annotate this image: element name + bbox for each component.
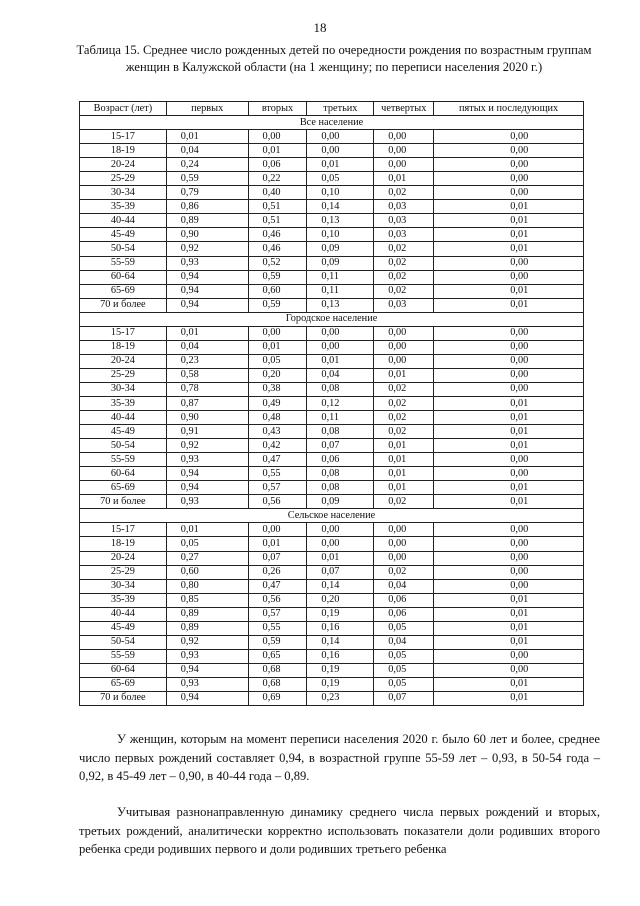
body-paragraph	[79, 803, 600, 859]
value-cell: 0,05	[248, 354, 307, 368]
value-cell: 0,08	[307, 467, 374, 481]
value-cell: 0,04	[374, 579, 434, 593]
value-cell: 0,00	[307, 340, 374, 354]
value-cell: 0,60	[166, 565, 248, 579]
value-cell: 0,05	[166, 537, 248, 551]
value-cell: 0,00	[434, 340, 584, 354]
value-cell: 0,19	[307, 663, 374, 677]
value-cell: 0,93	[166, 495, 248, 509]
section-header-row	[80, 312, 584, 326]
value-cell: 0,00	[434, 649, 584, 663]
value-cell: 0,11	[307, 411, 374, 425]
table-row	[80, 425, 584, 439]
value-cell: 0,01	[434, 298, 584, 312]
table-row	[80, 172, 584, 186]
value-cell: 0,93	[166, 256, 248, 270]
value-cell: 0,02	[374, 411, 434, 425]
value-cell: 0,60	[248, 284, 307, 298]
age-cell: 40-44	[80, 214, 167, 228]
value-cell: 0,00	[374, 523, 434, 537]
age-cell: 18-19	[80, 340, 167, 354]
value-cell: 0,04	[307, 368, 374, 382]
value-cell: 0,46	[248, 242, 307, 256]
value-cell: 0,92	[166, 635, 248, 649]
value-cell: 0,05	[374, 649, 434, 663]
value-cell: 0,13	[307, 214, 374, 228]
table-row	[80, 523, 584, 537]
value-cell: 0,00	[434, 382, 584, 396]
value-cell: 0,47	[248, 579, 307, 593]
table-row	[80, 242, 584, 256]
value-cell: 0,00	[434, 130, 584, 144]
table-header-row	[80, 102, 584, 116]
value-cell: 0,78	[166, 382, 248, 396]
value-cell: 0,56	[248, 593, 307, 607]
age-cell: 65-69	[80, 284, 167, 298]
value-cell: 0,01	[374, 439, 434, 453]
value-cell: 0,06	[374, 607, 434, 621]
value-cell: 0,01	[248, 537, 307, 551]
value-cell: 0,46	[248, 228, 307, 242]
table-row	[80, 396, 584, 410]
value-cell: 0,00	[248, 326, 307, 340]
table-row	[80, 565, 584, 579]
value-cell: 0,56	[248, 495, 307, 509]
table-row	[80, 130, 584, 144]
value-cell: 0,93	[166, 649, 248, 663]
value-cell: 0,90	[166, 228, 248, 242]
table-row	[80, 495, 584, 509]
value-cell: 0,00	[434, 270, 584, 284]
value-cell: 0,00	[374, 326, 434, 340]
value-cell: 0,01	[374, 481, 434, 495]
value-cell: 0,01	[434, 635, 584, 649]
table-row	[80, 411, 584, 425]
value-cell: 0,52	[248, 256, 307, 270]
value-cell: 0,08	[307, 425, 374, 439]
table-row	[80, 607, 584, 621]
value-cell: 0,05	[374, 621, 434, 635]
age-cell: 55-59	[80, 649, 167, 663]
table-row	[80, 284, 584, 298]
value-cell: 0,01	[434, 621, 584, 635]
header-first: первых	[166, 102, 248, 116]
value-cell: 0,85	[166, 593, 248, 607]
value-cell: 0,13	[307, 298, 374, 312]
table-row	[80, 691, 584, 705]
value-cell: 0,01	[434, 481, 584, 495]
table-row	[80, 481, 584, 495]
value-cell: 0,07	[248, 551, 307, 565]
value-cell: 0,94	[166, 284, 248, 298]
value-cell: 0,80	[166, 579, 248, 593]
table-row	[80, 298, 584, 312]
value-cell: 0,04	[374, 635, 434, 649]
table-row	[80, 551, 584, 565]
value-cell: 0,06	[307, 453, 374, 467]
value-cell: 0,01	[434, 495, 584, 509]
value-cell: 0,00	[434, 144, 584, 158]
value-cell: 0,00	[307, 326, 374, 340]
value-cell: 0,11	[307, 270, 374, 284]
value-cell: 0,90	[166, 411, 248, 425]
value-cell: 0,20	[248, 368, 307, 382]
table-row	[80, 256, 584, 270]
value-cell: 0,87	[166, 396, 248, 410]
value-cell: 0,19	[307, 677, 374, 691]
section-title: Все население	[80, 116, 584, 130]
value-cell: 0,01	[434, 284, 584, 298]
value-cell: 0,59	[248, 270, 307, 284]
age-cell: 40-44	[80, 411, 167, 425]
value-cell: 0,01	[434, 593, 584, 607]
value-cell: 0,01	[434, 228, 584, 242]
age-cell: 50-54	[80, 439, 167, 453]
age-cell: 15-17	[80, 130, 167, 144]
section-title: Городское население	[80, 312, 584, 326]
header-age: Возраст (лет)	[80, 102, 167, 116]
value-cell: 0,00	[248, 523, 307, 537]
age-cell: 35-39	[80, 200, 167, 214]
header-fifth-plus: пятых и последующих	[434, 102, 584, 116]
section-header-row	[80, 116, 584, 130]
age-cell: 18-19	[80, 537, 167, 551]
table-row	[80, 340, 584, 354]
value-cell: 0,01	[434, 396, 584, 410]
age-cell: 25-29	[80, 368, 167, 382]
age-cell: 50-54	[80, 242, 167, 256]
value-cell: 0,00	[434, 663, 584, 677]
table-row	[80, 537, 584, 551]
age-cell: 30-34	[80, 186, 167, 200]
age-cell: 70 и более	[80, 298, 167, 312]
value-cell: 0,00	[434, 579, 584, 593]
value-cell: 0,07	[374, 691, 434, 705]
age-cell: 25-29	[80, 172, 167, 186]
age-cell: 18-19	[80, 144, 167, 158]
table-body	[80, 116, 584, 706]
table-row	[80, 354, 584, 368]
age-cell: 60-64	[80, 270, 167, 284]
value-cell: 0,02	[374, 186, 434, 200]
age-cell: 15-17	[80, 326, 167, 340]
value-cell: 0,04	[166, 144, 248, 158]
value-cell: 0,00	[434, 523, 584, 537]
value-cell: 0,27	[166, 551, 248, 565]
value-cell: 0,05	[374, 663, 434, 677]
fertility-table	[79, 101, 584, 706]
value-cell: 0,02	[374, 270, 434, 284]
value-cell: 0,08	[307, 382, 374, 396]
age-cell: 55-59	[80, 453, 167, 467]
value-cell: 0,06	[374, 593, 434, 607]
age-cell: 65-69	[80, 677, 167, 691]
value-cell: 0,14	[307, 200, 374, 214]
table-row	[80, 677, 584, 691]
table-row	[80, 326, 584, 340]
value-cell: 0,69	[248, 691, 307, 705]
value-cell: 0,00	[434, 565, 584, 579]
value-cell: 0,09	[307, 256, 374, 270]
age-cell: 25-29	[80, 565, 167, 579]
value-cell: 0,01	[434, 439, 584, 453]
paragraph-2: Учитывая разнонаправленную динамику среднего числа первых рождений и вторых, третьих рождений, аналитически корректно использовать показатели доли родивших второго ребенка среди родивших первого и доли родивших третьего ребенка	[79, 805, 600, 856]
age-cell: 30-34	[80, 579, 167, 593]
table-row	[80, 158, 584, 172]
value-cell: 0,00	[307, 537, 374, 551]
value-cell: 0,09	[307, 242, 374, 256]
value-cell: 0,01	[434, 242, 584, 256]
value-cell: 0,68	[248, 663, 307, 677]
table-row	[80, 382, 584, 396]
value-cell: 0,40	[248, 186, 307, 200]
value-cell: 0,01	[434, 411, 584, 425]
age-cell: 60-64	[80, 467, 167, 481]
age-cell: 15-17	[80, 523, 167, 537]
value-cell: 0,01	[166, 326, 248, 340]
value-cell: 0,89	[166, 607, 248, 621]
age-cell: 35-39	[80, 396, 167, 410]
value-cell: 0,03	[374, 228, 434, 242]
value-cell: 0,23	[307, 691, 374, 705]
table-row	[80, 649, 584, 663]
value-cell: 0,43	[248, 425, 307, 439]
value-cell: 0,10	[307, 186, 374, 200]
table-row	[80, 228, 584, 242]
table-row	[80, 579, 584, 593]
value-cell: 0,94	[166, 691, 248, 705]
value-cell: 0,79	[166, 186, 248, 200]
value-cell: 0,01	[434, 677, 584, 691]
section-header-row	[80, 509, 584, 523]
value-cell: 0,65	[248, 649, 307, 663]
value-cell: 0,01	[374, 172, 434, 186]
age-cell: 20-24	[80, 354, 167, 368]
value-cell: 0,01	[434, 214, 584, 228]
value-cell: 0,00	[307, 130, 374, 144]
value-cell: 0,92	[166, 439, 248, 453]
value-cell: 0,02	[374, 396, 434, 410]
table-row	[80, 214, 584, 228]
value-cell: 0,89	[166, 621, 248, 635]
age-cell: 20-24	[80, 158, 167, 172]
value-cell: 0,59	[166, 172, 248, 186]
table-row	[80, 453, 584, 467]
age-cell: 65-69	[80, 481, 167, 495]
value-cell: 0,26	[248, 565, 307, 579]
value-cell: 0,03	[374, 200, 434, 214]
table-row	[80, 368, 584, 382]
value-cell: 0,55	[248, 467, 307, 481]
value-cell: 0,20	[307, 593, 374, 607]
value-cell: 0,07	[307, 439, 374, 453]
value-cell: 0,00	[374, 144, 434, 158]
value-cell: 0,01	[434, 200, 584, 214]
value-cell: 0,89	[166, 214, 248, 228]
value-cell: 0,00	[434, 158, 584, 172]
age-cell: 35-39	[80, 593, 167, 607]
table-row	[80, 621, 584, 635]
value-cell: 0,42	[248, 439, 307, 453]
value-cell: 0,02	[374, 256, 434, 270]
table-row	[80, 467, 584, 481]
age-cell: 30-34	[80, 382, 167, 396]
value-cell: 0,03	[374, 214, 434, 228]
age-cell: 45-49	[80, 621, 167, 635]
value-cell: 0,00	[374, 130, 434, 144]
table-row	[80, 635, 584, 649]
value-cell: 0,14	[307, 579, 374, 593]
value-cell: 0,02	[374, 495, 434, 509]
body-paragraph	[79, 730, 600, 786]
paragraph-1: У женщин, которым на момент переписи населения 2020 г. было 60 лет и более, среднее число первых рождений составляет 0,94, в возрастной группе 55-59 лет – 0,93, в 50-54 года – 0,92, в 45-49 лет – 0,90, в 40-44 года – 0,89.	[79, 732, 600, 783]
value-cell: 0,59	[248, 298, 307, 312]
value-cell: 0,00	[434, 186, 584, 200]
value-cell: 0,00	[434, 453, 584, 467]
value-cell: 0,01	[374, 368, 434, 382]
age-cell: 45-49	[80, 228, 167, 242]
table-row	[80, 200, 584, 214]
value-cell: 0,00	[307, 144, 374, 158]
value-cell: 0,02	[374, 382, 434, 396]
value-cell: 0,24	[166, 158, 248, 172]
value-cell: 0,94	[166, 663, 248, 677]
value-cell: 0,00	[248, 130, 307, 144]
value-cell: 0,02	[374, 242, 434, 256]
age-cell: 50-54	[80, 635, 167, 649]
value-cell: 0,02	[374, 565, 434, 579]
value-cell: 0,00	[374, 340, 434, 354]
value-cell: 0,01	[374, 453, 434, 467]
section-title: Сельское население	[80, 509, 584, 523]
value-cell: 0,00	[374, 158, 434, 172]
value-cell: 0,94	[166, 481, 248, 495]
value-cell: 0,48	[248, 411, 307, 425]
age-cell: 40-44	[80, 607, 167, 621]
page-number: 18	[313, 20, 327, 35]
header-third: третьих	[307, 102, 374, 116]
value-cell: 0,94	[166, 298, 248, 312]
value-cell: 0,00	[307, 523, 374, 537]
value-cell: 0,00	[374, 537, 434, 551]
value-cell: 0,05	[374, 677, 434, 691]
value-cell: 0,02	[374, 425, 434, 439]
value-cell: 0,01	[307, 354, 374, 368]
value-cell: 0,51	[248, 200, 307, 214]
value-cell: 0,58	[166, 368, 248, 382]
value-cell: 0,01	[374, 467, 434, 481]
value-cell: 0,94	[166, 270, 248, 284]
value-cell: 0,59	[248, 635, 307, 649]
value-cell: 0,05	[307, 172, 374, 186]
value-cell: 0,01	[166, 130, 248, 144]
value-cell: 0,14	[307, 635, 374, 649]
value-cell: 0,47	[248, 453, 307, 467]
value-cell: 0,55	[248, 621, 307, 635]
value-cell: 0,00	[374, 551, 434, 565]
value-cell: 0,01	[434, 607, 584, 621]
table-row	[80, 593, 584, 607]
value-cell: 0,06	[248, 158, 307, 172]
value-cell: 0,57	[248, 607, 307, 621]
age-cell: 60-64	[80, 663, 167, 677]
value-cell: 0,01	[248, 340, 307, 354]
value-cell: 0,00	[434, 354, 584, 368]
value-cell: 0,02	[374, 284, 434, 298]
age-cell: 45-49	[80, 425, 167, 439]
value-cell: 0,00	[434, 467, 584, 481]
value-cell: 0,01	[434, 425, 584, 439]
value-cell: 0,01	[434, 691, 584, 705]
value-cell: 0,22	[248, 172, 307, 186]
value-cell: 0,03	[374, 298, 434, 312]
value-cell: 0,00	[434, 256, 584, 270]
value-cell: 0,16	[307, 649, 374, 663]
table-row	[80, 144, 584, 158]
table-row	[80, 439, 584, 453]
age-cell: 55-59	[80, 256, 167, 270]
age-cell: 70 и более	[80, 495, 167, 509]
value-cell: 0,49	[248, 396, 307, 410]
value-cell: 0,01	[248, 144, 307, 158]
age-cell: 70 и более	[80, 691, 167, 705]
value-cell: 0,51	[248, 214, 307, 228]
table-row	[80, 663, 584, 677]
value-cell: 0,93	[166, 453, 248, 467]
table-row	[80, 186, 584, 200]
value-cell: 0,01	[307, 551, 374, 565]
value-cell: 0,94	[166, 467, 248, 481]
value-cell: 0,10	[307, 228, 374, 242]
value-cell: 0,00	[434, 326, 584, 340]
value-cell: 0,00	[434, 537, 584, 551]
value-cell: 0,16	[307, 621, 374, 635]
value-cell: 0,04	[166, 340, 248, 354]
value-cell: 0,09	[307, 495, 374, 509]
value-cell: 0,01	[166, 523, 248, 537]
header-second: вторых	[248, 102, 307, 116]
value-cell: 0,91	[166, 425, 248, 439]
value-cell: 0,00	[434, 551, 584, 565]
value-cell: 0,19	[307, 607, 374, 621]
header-fourth: четвертых	[374, 102, 434, 116]
value-cell: 0,00	[434, 172, 584, 186]
value-cell: 0,01	[307, 158, 374, 172]
age-cell: 20-24	[80, 551, 167, 565]
value-cell: 0,00	[434, 368, 584, 382]
value-cell: 0,12	[307, 396, 374, 410]
value-cell: 0,11	[307, 284, 374, 298]
value-cell: 0,07	[307, 565, 374, 579]
value-cell: 0,38	[248, 382, 307, 396]
value-cell: 0,23	[166, 354, 248, 368]
value-cell: 0,86	[166, 200, 248, 214]
value-cell: 0,93	[166, 677, 248, 691]
table-row	[80, 270, 584, 284]
value-cell: 0,00	[374, 354, 434, 368]
table-caption: Таблица 15. Среднее число рожденных детей по очередности рождения по возрастным группам женщин в Калужской области (на 1 женщину; по переписи населения 2020 г.)	[76, 43, 592, 74]
value-cell: 0,92	[166, 242, 248, 256]
value-cell: 0,57	[248, 481, 307, 495]
value-cell: 0,68	[248, 677, 307, 691]
value-cell: 0,08	[307, 481, 374, 495]
